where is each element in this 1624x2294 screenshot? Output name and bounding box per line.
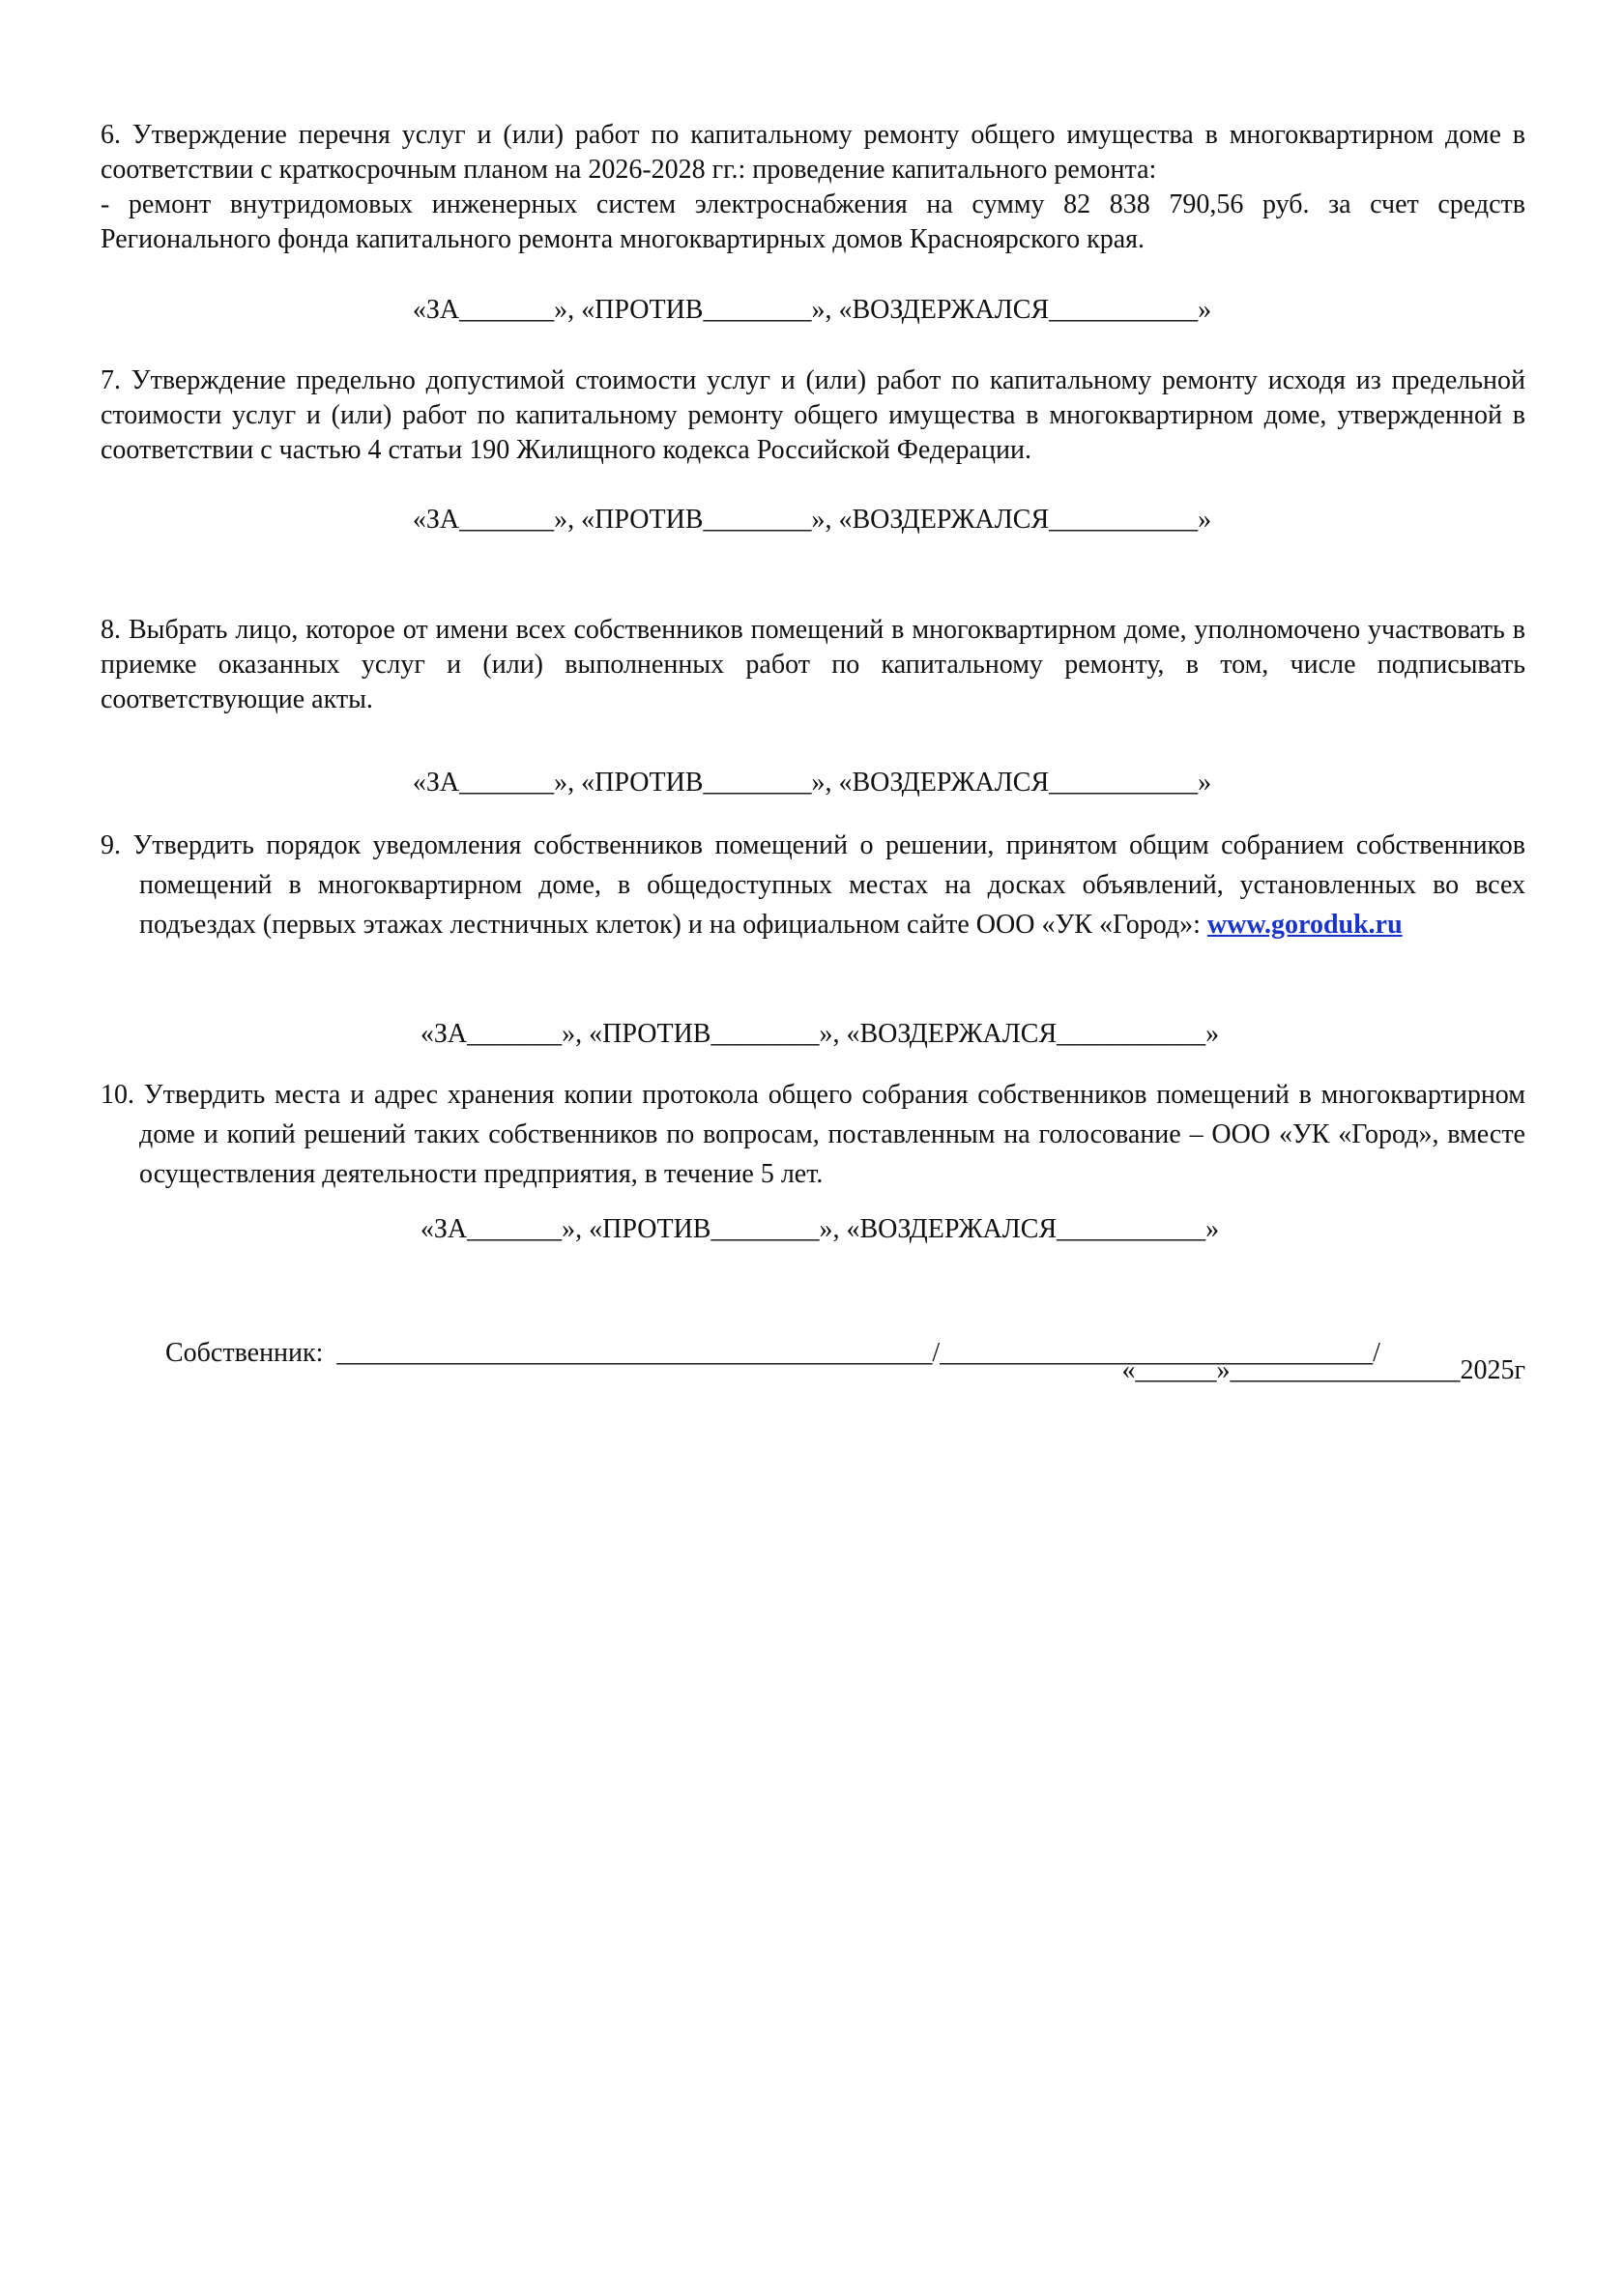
item-9 [101,826,1525,944]
owner-label: Собственник: [165,1338,337,1368]
website-link[interactable]: www.goroduk.ru [1206,910,1403,940]
vote-line-9: «ЗА_______», «ПРОТИВ________», «ВОЗДЕРЖАЛСЯ___________» [420,1019,1220,1049]
item-10-number: 10. [101,1080,134,1110]
date-line[interactable]: «______»_________________2025г [1121,1355,1525,1385]
vote-line-10: «ЗА_______», «ПРОТИВ________», «ВОЗДЕРЖАЛСЯ___________» [420,1214,1220,1244]
vote-line-8: «ЗА_______», «ПРОТИВ________», «ВОЗДЕРЖАЛСЯ___________» [412,768,1212,798]
item-6 [101,118,1525,257]
item-8 [101,613,1525,717]
item-9-text: Утвердить порядок уведомления собственников помещений о решении, принятом общим собранием собственников помещений в многоквартирном доме, в общедоступных местах на досках объявлений, установленных во всех подъездах (первых этажах лестничных клеток) и на официальном сайте ООО «УК «Город»: [132,830,1526,940]
item-10 [101,1075,1525,1194]
item-6-text: 6. Утверждение перечня услуг и (или) работ по капитальному ремонту общего имущества в многоквартирном доме в соответствии с краткосрочным планом на 2026-2028 гг.: проведение капитального ремонта: [101,120,1525,185]
item-10-text: Утвердить места и адрес хранения копии протокола общего собрания собственников помещений в многоквартирном доме и копий решений таких собственников по вопросам, поставленным на голосование – ООО «УК «Город», вместе осуществления деятельности предприятия, в течение 5 лет. [139,1080,1525,1189]
vote-line-6: «ЗА_______», «ПРОТИВ________», «ВОЗДЕРЖАЛСЯ___________» [412,295,1212,325]
signature-line[interactable]: ____________________________________________/________________________________/ [336,1338,1380,1368]
item-6-subtext: - ремонт внутридомовых инженерных систем электроснабжения на сумму 82 838 790,56 руб. за счет средств Регионального фонда капитального ремонта многоквартирных домов Красноярского края. [101,189,1525,254]
vote-line-7: «ЗА_______», «ПРОТИВ________», «ВОЗДЕРЖАЛСЯ___________» [412,505,1212,535]
item-7 [101,363,1525,468]
item-9-number: 9. [101,830,121,860]
item-7-text: 7. Утверждение предельно допустимой стоимости услуг и (или) работ по капитальному ремонту исходя из предельной стоимости услуг и (или) работ по капитальному ремонту общего имущества в многоквартирном доме, утвержденной в соответствии с частью 4 статьи 190 Жилищного кодекса Российской Федерации. [101,365,1525,465]
item-8-text: 8. Выбрать лицо, которое от имени всех собственников помещений в многоквартирном доме, уполномочено участвовать в приемке оказанных услуг и (или) выполненных работ по капитальному ремонту, в том, числе подписывать соответствующие акты. [101,615,1525,714]
